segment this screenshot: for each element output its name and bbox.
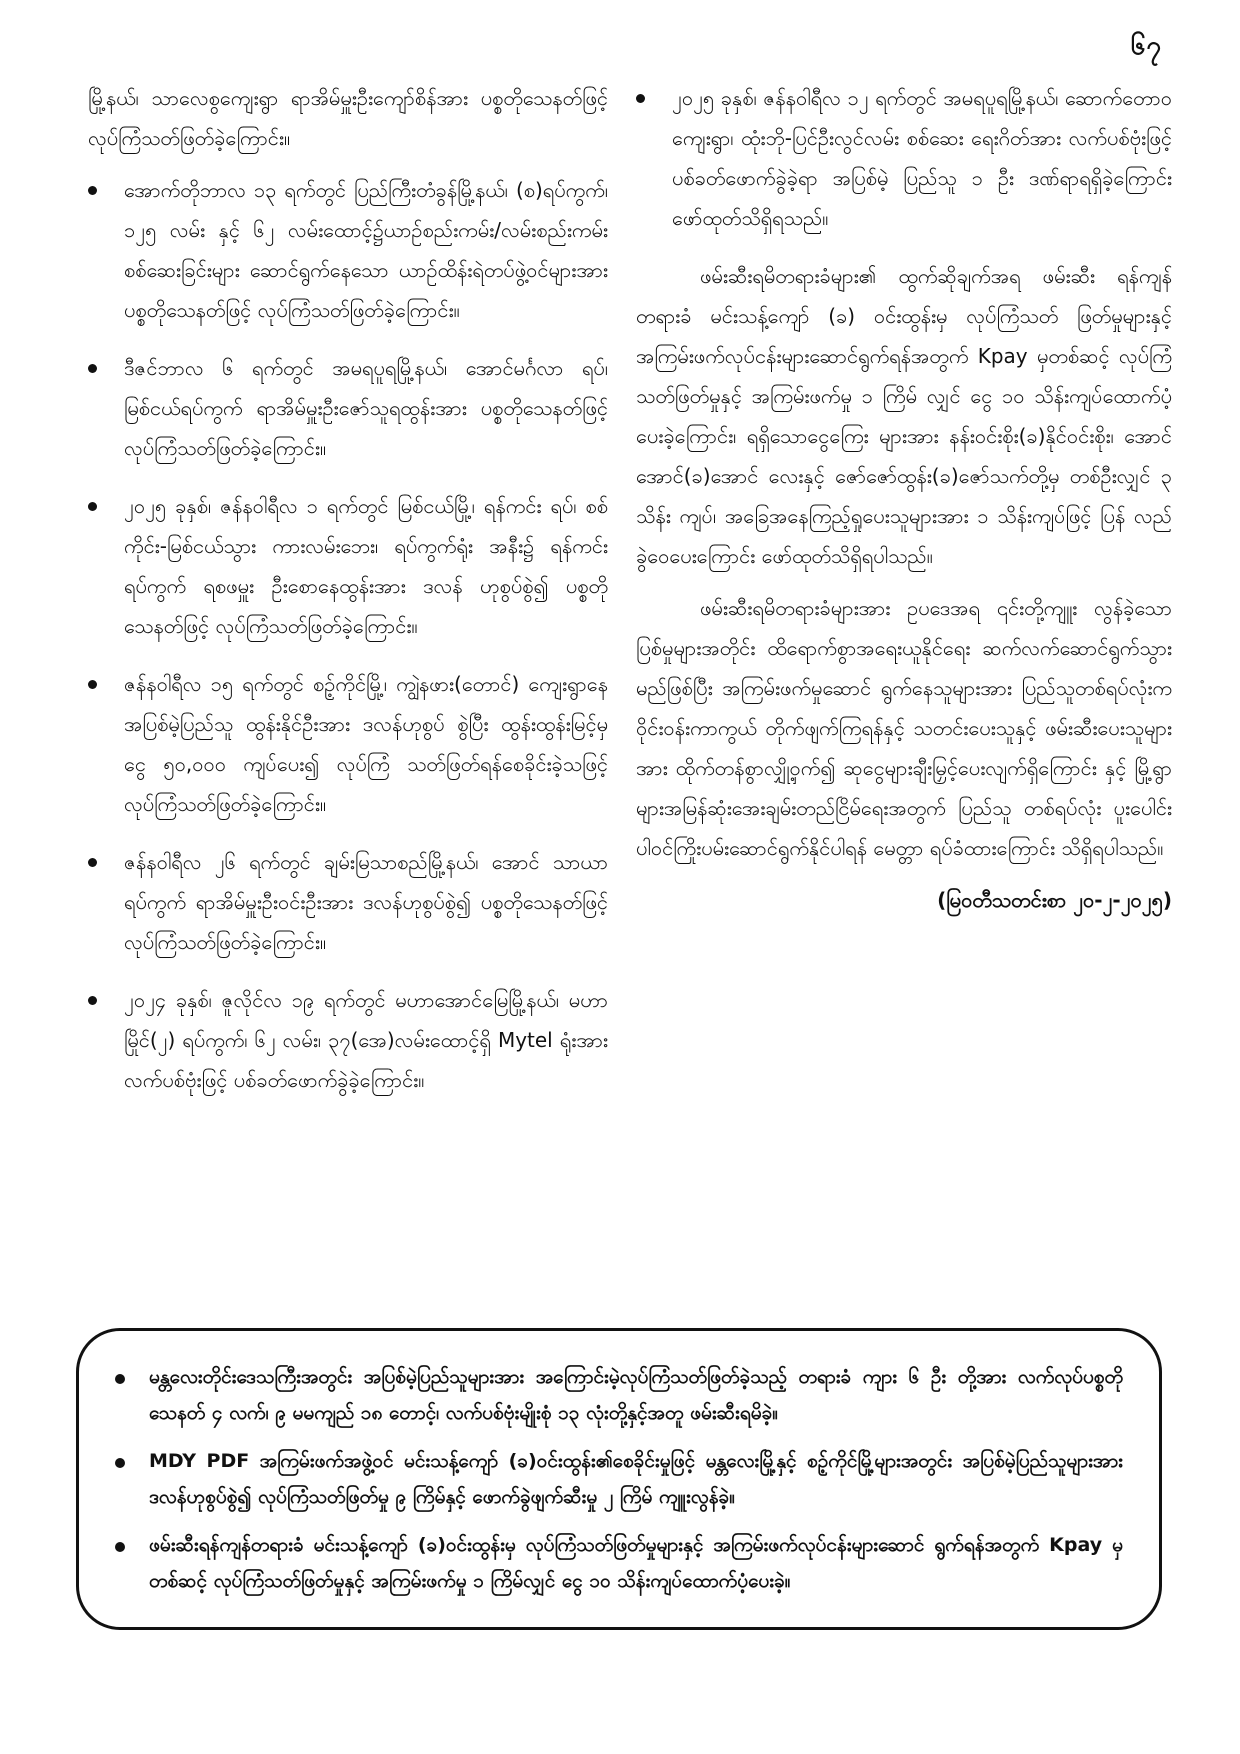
summary-item-text: MDY PDF အကြမ်းဖက်အဖွဲ့ဝင် မင်းသန့်ကျော် (ခ)ဝင်းထွန်း၏စေခိုင်းမှုဖြင့် မန္တလေးမြို့နှင့် စဉ့်ကိုင်မြို့များအတွင်း အပြစ်မဲ့ပြည်သူများအား ဒလန်ဟုစွပ်စွဲ၍ လုပ်ကြံသတ်ဖြတ်မှု ၉ ကြိမ်နှင့် ဖောက်ခွဲဖျက်ဆီးမှု ၂ ကြိမ် ကျူးလွန်ခဲ့။	[149, 1450, 1123, 1508]
list-item-text: ၂၀၂၅ ခုနှစ်၊ ဇန်နဝါရီလ ၁ ရက်တွင် မြစ်ငယ်မြို့၊ ရန်ကင်း ရပ်၊ စစ်ကိုင်း-မြစ်ငယ်သွား ကားလမ်းဘေး၊ ရပ်ကွက်ရုံး အနီး၌ ရန်ကင်းရပ်ကွက် ရစဖမှူး ဦးစောနေထွန်းအား ဒလန် ဟုစွပ်စွဲ၍ ပစ္စတိုသေနတ်ဖြင့် လုပ်ကြံသတ်ဖြတ်ခဲ့ကြောင်း။	[124, 494, 608, 638]
article-body	[88, 78, 1172, 1298]
summary-item	[115, 1443, 1123, 1515]
bullet-icon	[88, 186, 97, 195]
body-paragraph: ဖမ်းဆီးရမိတရားခံများ၏ ထွက်ဆိုချက်အရ ဖမ်းဆီး ရန်ကျန်တရားခံ မင်းသန့်ကျော် (ခ) ဝင်းထွန်းမှ လုပ်ကြံသတ် ဖြတ်မှုများနှင့် အကြမ်းဖက်လုပ်ငန်းများဆောင်ရွက်ရန်အတွက် Kpay မှတစ်ဆင့် လုပ်ကြံသတ်ဖြတ်မှုနှင့် အကြမ်းဖက်မှု ၁ ကြိမ် လျှင် ငွေ ၁၀ သိန်းကျပ်ထောက်ပံ့ပေးခဲ့ကြောင်း၊ ရရှိသောငွေကြေး များအား နန်းဝင်းစိုး(ခ)နိုင်ဝင်းစိုး၊ အောင်အောင်(ခ)အောင် လေးနှင့် ဇော်ဇော်ထွန်း(ခ)ဇော်သက်တို့မှ တစ်ဦးလျှင် ၃ သိန်း ကျပ်၊ အခြေအနေကြည့်ရှုပေးသူများအား ၁ သိန်းကျပ်ဖြင့် ပြန် လည်ခွဲဝေပေးကြောင်း ဖော်ထုတ်သိရှိရပါသည်။	[636, 264, 1172, 568]
summary-item-text: ဖမ်းဆီးရန်ကျန်တရားခံ မင်းသန့်ကျော် (ခ)ဝင်းထွန်းမှ လုပ်ကြံသတ်ဖြတ်မှုများနှင့် အကြမ်းဖက်လုပ်ငန်းများဆောင် ရွက်ရန်အတွက် Kpay မှတစ်ဆင့် လုပ်ကြံသတ်ဖြတ်မှုနှင့် အကြမ်းဖက်မှု ၁ ကြိမ်လျှင် ငွေ ၁၀ သိန်းကျပ်ထောက်ပံ့ပေးခဲ့။	[149, 1534, 1123, 1592]
summary-box	[76, 1328, 1162, 1630]
bullet-icon	[88, 858, 97, 867]
summary-item	[115, 1527, 1123, 1599]
right-column	[636, 78, 1172, 920]
bullet-icon	[88, 680, 97, 689]
summary-item	[115, 1359, 1123, 1431]
bullet-icon	[636, 94, 645, 103]
list-item	[88, 170, 608, 330]
list-item	[88, 842, 608, 962]
bullet-icon	[115, 1374, 125, 1384]
list-item	[88, 486, 608, 646]
list-item-text: ဇန်နဝါရီလ ၂၆ ရက်တွင် ချမ်းမြသာစည်မြို့နယ်၊ အောင် သာယာရပ်ကွက် ရာအိမ်မှူးဦးဝင်းဦးအား ဒလန်ဟုစွပ်စွဲ၍ ပစ္စတိုသေနတ်ဖြင့် လုပ်ကြံသတ်ဖြတ်ခဲ့ကြောင်း။	[124, 850, 608, 954]
left-column	[88, 78, 608, 1118]
summary-item-text: မန္တလေးတိုင်းဒေသကြီးအတွင်း အပြစ်မဲ့ပြည်သူများအား အကြောင်းမဲ့လုပ်ကြံသတ်ဖြတ်ခဲ့သည့် တရားခံ ကျား ၆ ဦး တို့အား လက်လုပ်ပစ္စတိုသေနတ် ၄ လက်၊ ၉ မမကျည် ၁၈ တောင့်၊ လက်ပစ်ဗုံးမျိုးစုံ ၁၃ လုံးတို့နှင့်အတူ ဖမ်းဆီးရမိခဲ့။	[149, 1366, 1123, 1424]
incident-list-right	[636, 78, 1172, 238]
source-citation: (မြဝတီသတင်းစာ ၂၀-၂-၂၀၂၅)	[937, 888, 1172, 912]
bullet-icon	[88, 996, 97, 1005]
bullet-icon	[88, 364, 97, 373]
incident-list-left	[88, 170, 608, 1100]
list-item	[88, 348, 608, 468]
list-item-text: ၂၀၂၄ ခုနှစ်၊ ဇူလိုင်လ ၁၉ ရက်တွင် မဟာအောင်မြေမြို့နယ်၊ မဟာမြိုင်(၂) ရပ်ကွက်၊ ၆၂ လမ်း၊ ၃၇(အေ)လမ်းထောင့်ရှိ Mytel ရုံးအား လက်ပစ်ဗုံးဖြင့် ပစ်ခတ်ဖောက်ခွဲခဲ့ကြောင်း။	[124, 988, 608, 1092]
list-item-text: ဇန်နဝါရီလ ၁၅ ရက်တွင် စဉ့်ကိုင်မြို့၊ ကျွဲနဖား(တောင်) ကျေးရွာနေ အပြစ်မဲ့ပြည်သူ ထွန်းနိုင်ဦးအား ဒလန်ဟုစွပ် စွဲပြီး ထွန်းထွန်းမြင့်မှ ငွေ ၅၀,၀၀၀ ကျပ်ပေး၍ လုပ်ကြံ သတ်ဖြတ်ရန်စေခိုင်းခဲ့သဖြင့် လုပ်ကြံသတ်ဖြတ်ခဲ့ကြောင်း။	[124, 672, 608, 816]
bullet-icon	[115, 1542, 125, 1552]
page-number: ၆၇	[1130, 31, 1162, 61]
list-item-text: အောက်တိုဘာလ ၁၃ ရက်တွင် ပြည်ကြီးတံခွန်မြို့နယ်၊ (စ)ရပ်ကွက်၊ ၁၂၅ လမ်း နှင့် ၆၂ လမ်းထောင့်၌ယာဉ်စည်းကမ်း/လမ်းစည်းကမ်းစစ်ဆေးခြင်းများ ဆောင်ရွက်နေသော ယာဉ်ထိန်းရဲတပ်ဖွဲ့ဝင်များအား ပစ္စတိုသေနတ်ဖြင့် လုပ်ကြံသတ်ဖြတ်ခဲ့ကြောင်း။	[124, 178, 608, 322]
bullet-icon	[88, 502, 97, 511]
bullet-icon	[115, 1458, 125, 1468]
list-item-text: ဒီဇင်ဘာလ ၆ ရက်တွင် အမရပူရမြို့နယ်၊ အောင်မင်္ဂလာ ရပ်၊ မြစ်ငယ်ရပ်ကွက် ရာအိမ်မှူးဦးဇော်သူရထွန်းအား ပစ္စတိုသေနတ်ဖြင့် လုပ်ကြံသတ်ဖြတ်ခဲ့ကြောင်း။	[124, 356, 608, 460]
body-paragraph: ဖမ်းဆီးရမိတရားခံများအား ဥပဒေအရ ၎င်းတို့ကျူး လွန်ခဲ့သောပြစ်မှုများအတိုင်း ထိရောက်စွာအရေးယူနိုင်ရေး ဆက်လက်ဆောင်ရွက်သွားမည်ဖြစ်ပြီး အကြမ်းဖက်မှုဆောင် ရွက်နေသူများအား ပြည်သူတစ်ရပ်လုံးက ဝိုင်းဝန်းကာကွယ် တိုက်ဖျက်ကြရန်နှင့် သတင်းပေးသူနှင့် ဖမ်းဆီးပေးသူများအား ထိုက်တန်စွာလျှို့ဝှက်၍ ဆုငွေများချီးမြှင့်ပေးလျက်ရှိကြောင်း နှင့် မြို့ရွာများအမြန်ဆုံးအေးချမ်းတည်ငြိမ်ရေးအတွက် ပြည်သူ တစ်ရပ်လုံး ပူးပေါင်းပါဝင်ကြိုးပမ်းဆောင်ရွက်နိုင်ပါရန် မေတ္တာ ရပ်ခံထားကြောင်း သိရှိရပါသည်။	[636, 596, 1172, 860]
list-item-text: ၂၀၂၅ ခုနှစ်၊ ဇန်နဝါရီလ ၁၂ ရက်တွင် အမရပူရမြို့နယ်၊ ဆောက်တောဝကျေးရွာ၊ ထုံးဘို-ပြင်ဦးလွင်လမ်း စစ်ဆေး ရေးဂိတ်အား လက်ပစ်ဗုံးဖြင့် ပစ်ခတ်ဖောက်ခွဲခဲ့ရာ အပြစ်မဲ့ ပြည်သူ ၁ ဦး ဒဏ်ရာရရှိခဲ့ကြောင်း ဖော်ထုတ်သိရှိရသည်။	[672, 86, 1172, 230]
list-item	[88, 980, 608, 1100]
list-item	[636, 78, 1172, 238]
list-item	[88, 664, 608, 824]
intro-paragraph: မြို့နယ်၊ သာလေစွကျေးရွာ ရာအိမ်မှူးဦးကျော်စိန်အား ပစ္စတိုသေနတ်ဖြင့် လုပ်ကြံသတ်ဖြတ်ခဲ့ကြောင်း။	[88, 86, 608, 150]
